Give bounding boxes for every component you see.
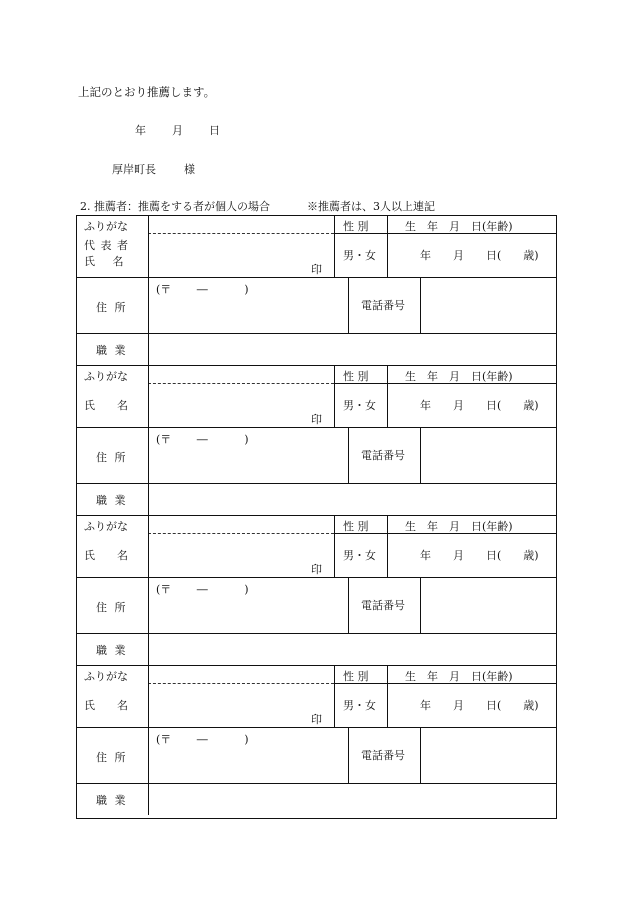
- phone-input[interactable]: [422, 579, 555, 631]
- date-year-label: 年: [135, 124, 146, 137]
- date-month-label: 月: [172, 124, 183, 137]
- occupation-input[interactable]: [150, 335, 555, 363]
- gender-label: 性 別: [343, 220, 369, 233]
- occupation-input[interactable]: [150, 785, 555, 813]
- addressee-honorific: 様: [184, 163, 195, 176]
- phone-input[interactable]: [422, 429, 555, 481]
- phone-label: 電話番号: [361, 749, 405, 762]
- phone-label: 電話番号: [361, 449, 405, 462]
- birthdate-age-label: 生 年 月 日(年齢): [405, 370, 513, 383]
- furigana-dashed-line: [148, 233, 334, 234]
- label-column-line: [148, 215, 149, 365]
- furigana-label: ふりがな: [84, 370, 128, 383]
- addressee: 厚岸町長: [112, 163, 156, 176]
- gender-column-right-line: [387, 665, 388, 727]
- address-label: 住 所: [96, 751, 128, 764]
- gender-column-left-line: [334, 365, 335, 427]
- name-label-line1: 代 表 者: [84, 239, 129, 252]
- name-label: 氏 名: [84, 549, 128, 562]
- gender-label: 性 別: [343, 520, 369, 533]
- phone-label-left-line: [348, 427, 349, 483]
- furigana-input[interactable]: [150, 666, 332, 682]
- phone-label-right-line: [420, 277, 421, 333]
- furigana-label: ふりがな: [84, 670, 128, 683]
- gender-column-left-line: [334, 665, 335, 727]
- birthdate-age-value: 年 月 日( 歳): [420, 699, 539, 712]
- birthdate-age-value: 年 月 日( 歳): [420, 549, 539, 562]
- label-column-line: [148, 665, 149, 815]
- date-day-label: 日: [209, 124, 220, 137]
- recommendation-statement: 上記のとおり推薦します。: [78, 85, 216, 99]
- birthdate-age-value: 年 月 日( 歳): [420, 249, 539, 262]
- gender-options: 男・女: [343, 399, 376, 412]
- birthdate-age-label: 生 年 月 日(年齢): [405, 220, 513, 233]
- seal-mark: 印: [311, 713, 322, 726]
- phone-label-left-line: [348, 277, 349, 333]
- gender-label: 性 別: [343, 370, 369, 383]
- occupation-label: 職 業: [96, 794, 128, 807]
- birthdate-age-label: 生 年 月 日(年齢): [405, 670, 513, 683]
- furigana-dashed-line: [148, 383, 334, 384]
- address-input[interactable]: [150, 295, 346, 331]
- label-column-line: [148, 515, 149, 665]
- phone-label-left-line: [348, 727, 349, 783]
- phone-label-left-line: [348, 577, 349, 633]
- gender-column-left-line: [334, 215, 335, 277]
- gender-column-left-line: [334, 515, 335, 577]
- occupation-input[interactable]: [150, 635, 555, 663]
- label-column-line: [148, 365, 149, 515]
- gender-column-right-line: [387, 515, 388, 577]
- postal-code-label: (〒 ― ): [156, 433, 249, 446]
- gender-column-right-line: [387, 215, 388, 277]
- phone-input[interactable]: [422, 729, 555, 781]
- name-input[interactable]: [150, 235, 306, 275]
- name-input[interactable]: [150, 535, 306, 575]
- gender-column-right-line: [387, 365, 388, 427]
- occupation-label: 職 業: [96, 494, 128, 507]
- furigana-input[interactable]: [150, 516, 332, 532]
- seal-mark: 印: [311, 413, 322, 426]
- gender-options: 男・女: [343, 249, 376, 262]
- furigana-input[interactable]: [150, 216, 332, 232]
- section-note: ※推薦者は、3人以上連記: [307, 200, 435, 213]
- gender-options: 男・女: [343, 699, 376, 712]
- address-input[interactable]: [150, 445, 346, 481]
- phone-input[interactable]: [422, 279, 555, 331]
- furigana-input[interactable]: [150, 366, 332, 382]
- furigana-label: ふりがな: [84, 220, 128, 233]
- phone-label-right-line: [420, 727, 421, 783]
- address-label: 住 所: [96, 601, 128, 614]
- furigana-dashed-line: [148, 533, 334, 534]
- birthdate-age-label: 生 年 月 日(年齢): [405, 520, 513, 533]
- name-input[interactable]: [150, 685, 306, 725]
- name-label-line2: 氏 名: [84, 255, 125, 268]
- postal-code-label: (〒 ― ): [156, 733, 249, 746]
- name-input[interactable]: [150, 385, 306, 425]
- phone-label-right-line: [420, 577, 421, 633]
- phone-label: 電話番号: [361, 599, 405, 612]
- seal-mark: 印: [311, 263, 322, 276]
- phone-label: 電話番号: [361, 299, 405, 312]
- section-heading: 2. 推薦者：推薦をする者が個人の場合: [80, 200, 270, 213]
- birthdate-age-value: 年 月 日( 歳): [420, 399, 539, 412]
- occupation-label: 職 業: [96, 344, 128, 357]
- address-input[interactable]: [150, 595, 346, 631]
- phone-label-right-line: [420, 427, 421, 483]
- gender-label: 性 別: [343, 670, 369, 683]
- postal-code-label: (〒 ― ): [156, 283, 249, 296]
- address-input[interactable]: [150, 745, 346, 781]
- address-label: 住 所: [96, 301, 128, 314]
- seal-mark: 印: [311, 563, 322, 576]
- gender-options: 男・女: [343, 549, 376, 562]
- furigana-label: ふりがな: [84, 520, 128, 533]
- name-label: 氏 名: [84, 699, 128, 712]
- postal-code-label: (〒 ― ): [156, 583, 249, 596]
- furigana-dashed-line: [148, 683, 334, 684]
- occupation-label: 職 業: [96, 644, 128, 657]
- name-label: 氏 名: [84, 399, 128, 412]
- occupation-input[interactable]: [150, 485, 555, 513]
- address-label: 住 所: [96, 451, 128, 464]
